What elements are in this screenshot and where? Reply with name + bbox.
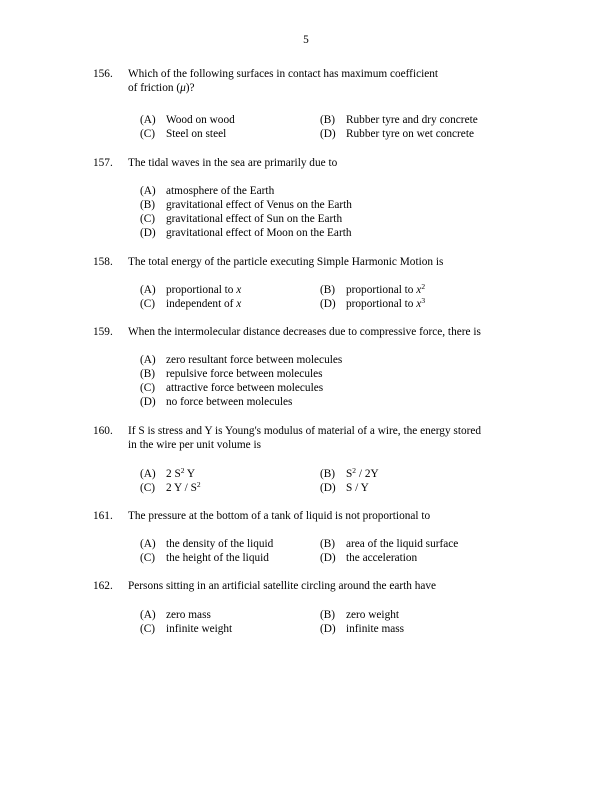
option-a[interactable]: (A) zero mass — [140, 609, 211, 621]
option-b[interactable]: (B) Rubber tyre and dry concrete — [320, 114, 478, 126]
question-number: 161. — [93, 510, 113, 522]
option-a[interactable]: (A) 2 $S^2$ Y — [140, 466, 196, 480]
question-text: The pressure at the bottom of a tank of liquid is not proportional to — [128, 510, 431, 522]
option-a[interactable]: (A) atmosphere of the Earth — [140, 185, 275, 197]
option-b[interactable]: (B) repulsive force between molecules — [140, 368, 323, 380]
option-d[interactable]: (D) the acceleration — [320, 552, 418, 564]
option-a[interactable]: (A) Wood on wood — [140, 114, 235, 126]
question-text: The tidal waves in the sea are primarily due to — [128, 157, 338, 169]
option-d[interactable]: (D) gravitational effect of Moon on the Earth — [140, 227, 352, 239]
option-b[interactable]: (B) gravitational effect of Venus on the Earth — [140, 199, 352, 211]
question-text: Which of the following surfaces in contact has maximum coefficient of friction (μ)? — [128, 68, 439, 94]
option-b[interactable]: (B) zero weight — [320, 609, 400, 621]
option-c[interactable]: (C) attractive force between molecules — [140, 382, 324, 394]
option-d[interactable]: (D) no force between molecules — [140, 396, 293, 408]
option-c[interactable]: (C) gravitational effect of Sun on the Earth — [140, 213, 343, 225]
option-d[interactable]: (D) proportional to $x^3$ — [320, 296, 426, 310]
question-text: When the intermolecular distance decreases due to compressive force, there is — [128, 326, 481, 338]
option-b[interactable]: (B) proportional to $x^2$ — [320, 282, 426, 296]
option-a[interactable]: (A) the density of the liquid — [140, 538, 274, 550]
question-number: 159. — [93, 326, 113, 338]
option-a[interactable]: (A) proportional to x — [140, 284, 242, 296]
option-c[interactable]: (C) 2 Y / $S^2$ — [140, 480, 201, 494]
option-d[interactable]: (D) Rubber tyre on wet concrete — [320, 128, 474, 140]
option-c[interactable]: (C) Steel on steel — [140, 128, 227, 140]
option-c[interactable]: (C) independent of x — [140, 298, 242, 310]
question-number: 160. — [93, 425, 113, 437]
option-d[interactable]: (D) S / Y — [320, 482, 369, 494]
question-number: 157. — [93, 157, 113, 169]
question-number: 156. — [93, 68, 113, 80]
question-number: 158. — [93, 256, 113, 268]
option-b[interactable]: (B) $S^2 / 2Y$ — [320, 466, 379, 480]
page-number: 5 — [303, 34, 309, 46]
question-text: The total energy of the particle executing Simple Harmonic Motion is — [128, 256, 444, 268]
question-number: 162. — [93, 580, 113, 592]
option-c[interactable]: (C) the height of the liquid — [140, 552, 269, 564]
option-c[interactable]: (C) infinite weight — [140, 623, 233, 635]
question-text: Persons sitting in an artificial satellite circling around the earth have — [128, 580, 437, 592]
option-d[interactable]: (D) infinite mass — [320, 623, 405, 635]
question-text: If S is stress and Y is Young's modulus of material of a wire, the energy stored in the wire per unit volume is — [128, 425, 482, 451]
option-b[interactable]: (B) area of the liquid surface — [320, 538, 459, 550]
option-a[interactable]: (A) zero resultant force between molecules — [140, 354, 343, 366]
